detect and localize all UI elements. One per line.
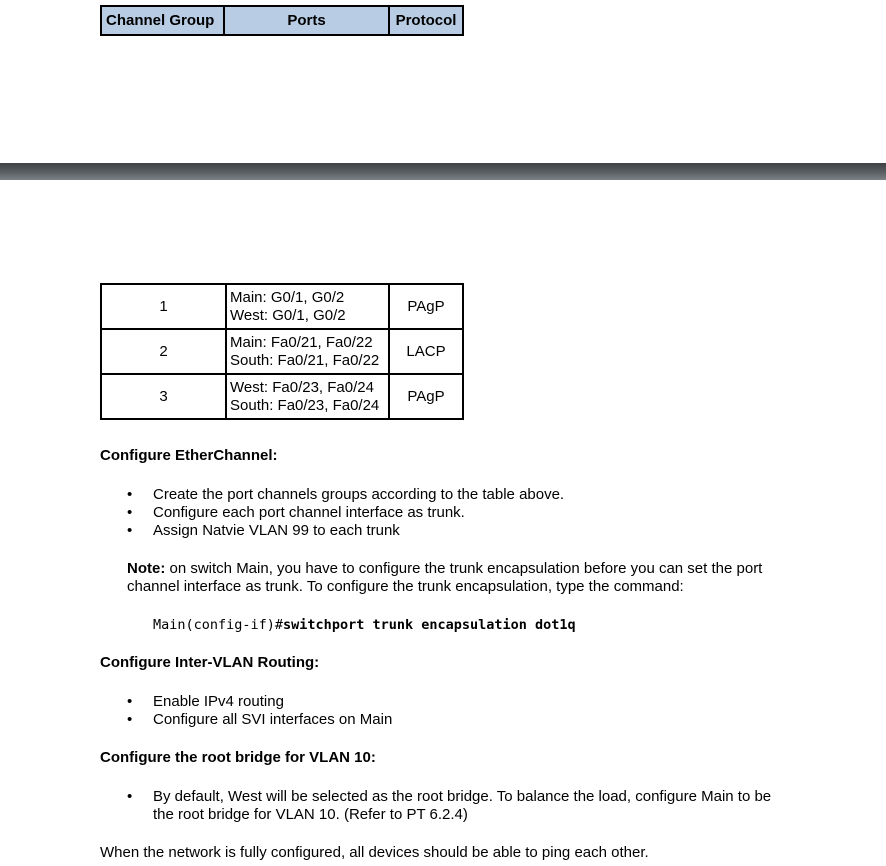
channel-table <box>100 283 464 420</box>
intervlan-heading: Configure Inter-VLAN Routing: <box>100 654 320 671</box>
intervlan-list <box>127 693 827 729</box>
list-item: • Assign Natvie VLAN 99 to each trunk <box>127 522 827 540</box>
cell-ports <box>226 374 389 419</box>
port-line: West: Fa0/23, Fa0/24 <box>230 378 374 396</box>
cell-group: 1 <box>101 284 226 329</box>
list-item: • Create the port channels groups according to the table above. <box>127 486 827 504</box>
command-prompt: Main(config-if)# <box>153 617 284 633</box>
table-row <box>101 329 463 374</box>
list-item: • Enable IPv4 routing <box>127 693 827 711</box>
note-text: on switch Main, you have to configure the trunk encapsulation before you can set the port channel interface as trunk. To configure the trunk encapsulation, type the command: <box>127 560 763 595</box>
command-text: switchport trunk encapsulation dot1q <box>283 617 576 633</box>
page-break-divider <box>0 163 886 180</box>
header-protocol: Protocol <box>389 6 463 35</box>
header-ports: Ports <box>224 6 389 35</box>
rootbridge-list <box>127 788 787 824</box>
port-line: South: Fa0/21, Fa0/22 <box>230 351 380 369</box>
port-line: Main: G0/1, G0/2 <box>230 288 345 306</box>
command-line <box>153 617 576 633</box>
cell-group: 3 <box>101 374 226 419</box>
cell-ports <box>226 284 389 329</box>
cell-protocol: PAgP <box>389 284 463 329</box>
etherchannel-heading: Configure EtherChannel: <box>100 447 278 464</box>
cell-protocol: LACP <box>389 329 463 374</box>
cell-protocol: PAgP <box>389 374 463 419</box>
list-item: • Configure each port channel interface as trunk. <box>127 504 827 522</box>
list-item: • Configure all SVI interfaces on Main <box>127 711 827 729</box>
cell-group: 2 <box>101 329 226 374</box>
cell-ports <box>226 329 389 374</box>
rootbridge-heading: Configure the root bridge for VLAN 10: <box>100 749 376 766</box>
table-row <box>101 284 463 329</box>
header-channel-group: Channel Group <box>101 6 224 35</box>
table-row <box>101 374 463 419</box>
note-paragraph <box>127 560 797 596</box>
list-item: • By default, West will be selected as the root bridge. To balance the load, configure Main to be the root bridge for VLAN 10. (Refer to PT 6.2.4) <box>127 788 787 824</box>
note-label: Note: <box>127 560 166 577</box>
channel-table-header <box>100 5 464 36</box>
port-line: Main: Fa0/21, Fa0/22 <box>230 333 373 351</box>
closing-sentence: When the network is fully configured, all devices should be able to ping each other. <box>100 844 649 861</box>
etherchannel-list <box>127 486 827 540</box>
port-line: West: G0/1, G0/2 <box>230 306 346 324</box>
port-line: South: Fa0/23, Fa0/24 <box>230 396 380 414</box>
